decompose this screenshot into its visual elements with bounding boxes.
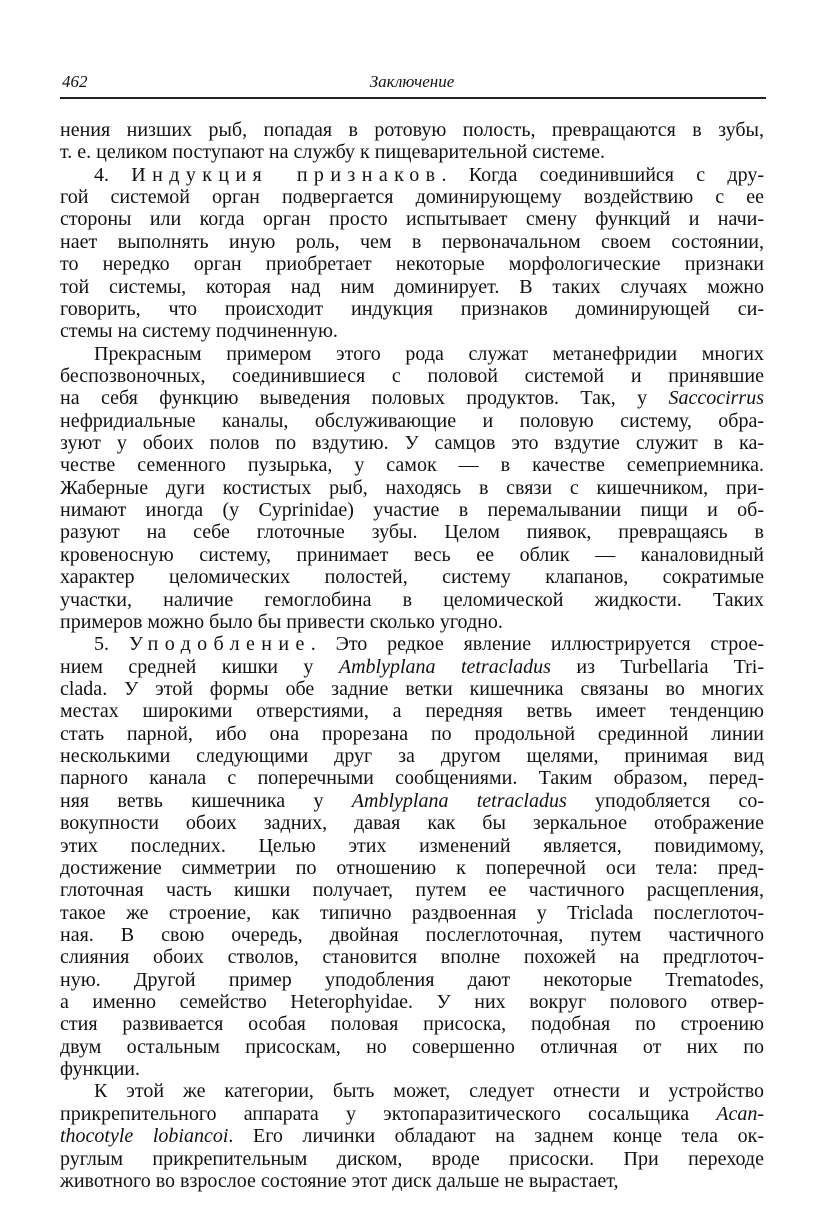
- text-run: . Это редкое явление иллюстрируется строе-: [310, 633, 764, 656]
- text-run: Прекрасным примером этого рода служат метанефридии многих: [94, 342, 764, 365]
- text-run: clada. У этой формы обе задние ветки кишечника связаны во многих: [60, 677, 764, 700]
- text-line: [60, 365, 764, 387]
- text-line: [60, 186, 764, 208]
- text-run: нения низших рыб, попадая в ротовую полость, превращаются в зубы,: [60, 119, 764, 141]
- text-line: [60, 164, 764, 186]
- text-run: вокупности обоих задних, давая как бы зеркальное отображение: [60, 812, 764, 835]
- text-line: [60, 812, 764, 834]
- text-run: той системы, которая над ним доминирует. В таких случаях можно: [60, 275, 764, 298]
- text-run: стороны или когда орган просто испытывает смену функций и начи-: [60, 208, 764, 231]
- text-line: [60, 1148, 764, 1170]
- text-run: парного канала с поперечными сообщениями. Таким образом, перед-: [60, 767, 764, 790]
- text-line: [60, 1080, 764, 1102]
- text-run: на себя функцию выведения половых продуктов. Так, у: [60, 387, 669, 410]
- text-run: глоточная часть кишки получает, путем ее частичного расщепления,: [60, 879, 764, 902]
- paragraph: [60, 633, 764, 1080]
- text-run: то нередко орган приобретает некоторые морфологические признаки: [60, 253, 764, 276]
- text-line: [60, 320, 764, 342]
- text-line: [60, 678, 764, 700]
- text-line: [60, 276, 764, 298]
- text-line: [60, 521, 764, 543]
- text-run: этих последних. Целью этих изменений является, повидимому,: [60, 834, 764, 857]
- text-line: [60, 454, 764, 476]
- text-run: руглым прикрепительным диском, вроде присоски. При переходе: [60, 1147, 764, 1170]
- text-run: т. е. целиком поступают на службу к пищеварительной системе.: [60, 141, 605, 164]
- text-run: . Его личинки обладают на заднем конце тела ок-: [228, 1125, 764, 1148]
- text-line: [60, 410, 764, 432]
- text-run: прикрепительного аппарата у эктопаразитического сосальщика: [60, 1102, 717, 1125]
- text-line: [60, 141, 764, 163]
- text-line: [60, 432, 764, 454]
- text-line: [60, 1103, 764, 1125]
- text-line: [60, 991, 764, 1013]
- text-line: [60, 700, 764, 722]
- text-line: [60, 767, 764, 789]
- text-line: [60, 253, 764, 275]
- text-line: [60, 656, 764, 678]
- text-run: уподобляется со-: [566, 789, 764, 812]
- text-run: стать парной, ибо она прорезана по продольной срединной линии: [60, 722, 764, 745]
- text-line: [60, 566, 764, 588]
- text-run: разуют на себе глоточные зубы. Целом пиявок, превращаясь в: [60, 521, 764, 544]
- text-run: Жаберные дуги костистых рыб, находясь в связи с кишечником, при-: [60, 476, 764, 499]
- paragraph: [60, 119, 764, 164]
- text-run: достижение симметрии по отношению к поперечной оси тела: пред-: [60, 856, 764, 879]
- running-header: [60, 70, 764, 96]
- text-run: стемы на систему подчиненную.: [60, 320, 338, 343]
- text-line: [60, 969, 764, 991]
- text-line: [60, 611, 764, 633]
- text-line: [60, 1013, 764, 1035]
- paragraph: [60, 1080, 764, 1192]
- text-run: слияния обоих стволов, становится вполне похожей на предглоточ-: [60, 946, 764, 969]
- spaced-heading: Уподобление: [128, 633, 311, 656]
- spaced-heading: Индукция признаков: [131, 163, 442, 186]
- italic-taxon-name: thocotyle lobiancoi: [60, 1125, 229, 1148]
- text-line: [60, 387, 764, 409]
- text-run: животного во взрослое состояние этот диск дальше не вырастает,: [60, 1169, 619, 1192]
- italic-taxon-name: Acan-: [716, 1102, 764, 1125]
- text-run: кровеносную систему, принимает весь ее облик — каналовидный: [60, 543, 764, 566]
- text-run: примеров можно было бы привести сколько угодно.: [60, 610, 503, 633]
- text-line: [60, 119, 764, 141]
- text-run: несколькими следующими друг за другом щелями, принимая вид: [60, 745, 764, 768]
- text-line: [60, 879, 764, 901]
- text-line: [60, 1058, 764, 1080]
- running-title: Заключение: [369, 72, 455, 91]
- text-run: говорить, что происходит индукция признаков доминирующей си-: [60, 297, 764, 320]
- text-run: гой системой орган подвергается доминирующему воздействию с ее: [60, 186, 764, 209]
- text-line: [60, 902, 764, 924]
- text-line: [60, 857, 764, 879]
- text-line: [60, 208, 764, 230]
- text-run: нает выполнять иную роль, чем в первоначальном своем состоянии,: [60, 230, 764, 253]
- text-line: [60, 589, 764, 611]
- text-line: [60, 1125, 764, 1147]
- text-run: 4.: [94, 163, 132, 186]
- text-line: [60, 946, 764, 968]
- italic-taxon-name: Amblyplana tetracladus: [351, 789, 567, 812]
- header-rule: [60, 97, 766, 99]
- text-run: беспозвоночных, соединившиеся с половой системой и принявшие: [60, 364, 764, 387]
- text-line: [60, 723, 764, 745]
- text-line: [60, 924, 764, 946]
- text-run: честве семенного пузырька, у самок — в качестве семеприемника.: [60, 454, 764, 477]
- text-line: [60, 343, 764, 365]
- page-body: [60, 119, 764, 1192]
- text-line: [60, 477, 764, 499]
- text-run: характер целомических полостей, систему клапанов, сократимые: [60, 566, 764, 589]
- text-line: [60, 1036, 764, 1058]
- text-run: из Turbellaria Tri-: [550, 655, 764, 678]
- text-run: . Когда соединившийся с дру-: [441, 163, 765, 186]
- text-line: [60, 1170, 764, 1192]
- text-line: [60, 745, 764, 767]
- text-line: [60, 790, 764, 812]
- text-line: [60, 633, 764, 655]
- text-run: такое же строение, как типично раздвоенная у Triclada послеглоточ-: [60, 901, 764, 924]
- text-line: [60, 544, 764, 566]
- italic-taxon-name: Amblyplana tetracladus: [338, 655, 551, 678]
- text-line: [60, 231, 764, 253]
- text-run: няя ветвь кишечника у: [60, 789, 352, 812]
- text-run: двум остальным присоскам, но совершенно отличная от них по: [60, 1035, 764, 1058]
- italic-taxon-name: Saccocirrus: [668, 387, 764, 410]
- text-run: местах широкими отверстиями, а передняя ветвь имеет тенденцию: [60, 700, 764, 723]
- paragraph: [60, 343, 764, 634]
- text-run: нимают иногда (у Cyprinidae) участие в перемалывании пищи и об-: [60, 499, 764, 522]
- text-line: [60, 298, 764, 320]
- text-run: нефридиальные каналы, обслуживающие и половую систему, обра-: [60, 409, 764, 432]
- text-run: функции.: [60, 1058, 140, 1081]
- text-line: [60, 835, 764, 857]
- page-number: 462: [62, 72, 88, 91]
- text-run: 5.: [94, 633, 129, 656]
- text-run: участки, наличие гемоглобина в целомической жидкости. Таких: [60, 588, 764, 611]
- text-run: зуют у обоих полов по вздутию. У самцов это вздутие служит в ка-: [60, 432, 764, 455]
- text-run: ная. В свою очередь, двойная послеглоточная, путем частичного: [60, 923, 764, 946]
- paragraph: [60, 164, 764, 343]
- text-run: ную. Другой пример уподобления дают некоторые Trematodes,: [60, 968, 764, 991]
- text-line: [60, 499, 764, 521]
- text-run: а именно семейство Heterophyidae. У них вокруг полового отвер-: [60, 991, 764, 1014]
- text-run: К этой же категории, быть может, следует отнести и устройство: [94, 1080, 764, 1103]
- text-run: стия развивается особая половая присоска, подобная по строению: [60, 1013, 764, 1036]
- text-run: нием средней кишки у: [60, 655, 339, 678]
